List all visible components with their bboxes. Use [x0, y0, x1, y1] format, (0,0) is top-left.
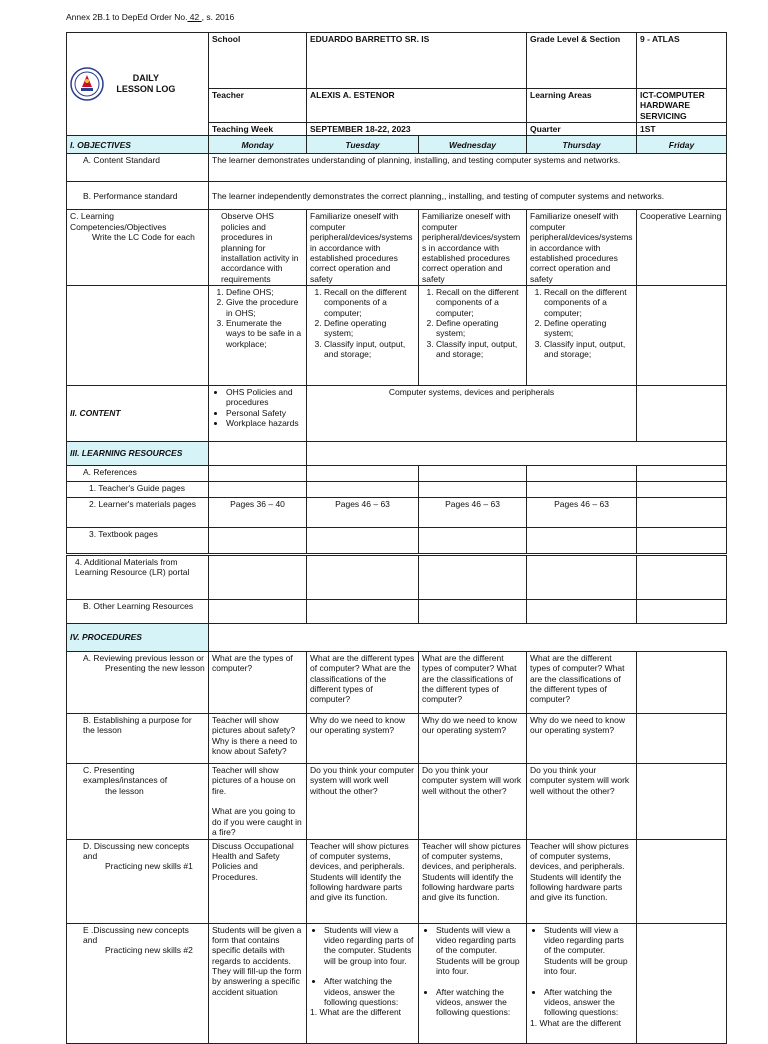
proc-b-wednesday: Why do we need to know our operating system? — [419, 714, 527, 764]
proc-d-tuesday: Teacher will show pictures of computer systems, devices, and peripherals. Students will identify the following hardware parts and give its function. — [307, 839, 419, 923]
area-label: Learning Areas — [527, 89, 637, 123]
objective-item: 2. Give the procedure in OHS; — [226, 297, 303, 318]
annex-number: 42 — [187, 12, 202, 22]
content-friday — [637, 385, 727, 441]
day-friday: Friday — [637, 136, 727, 154]
objective-item: 1. Recall on the different components of a computer; — [324, 287, 415, 318]
objective-item: 3. Classify input, output, and storage; — [544, 339, 633, 360]
lesson-log-table-1 — [66, 32, 727, 554]
objective-item: 3. Classify input, output, and storage; — [436, 339, 523, 360]
week-value: SEPTEMBER 18-22, 2023 — [307, 123, 527, 136]
am-thu — [527, 556, 637, 600]
annex-suffix: , s. 2016 — [201, 12, 235, 22]
content-monday — [209, 385, 307, 441]
objective-item: 2. Define operating system; — [436, 318, 523, 339]
textbook-label: 3. Textbook pages — [67, 527, 209, 553]
proc-c-thursday: Do you think your computer system will work well without the other? — [527, 764, 637, 840]
competency-friday: Cooperative Learning — [637, 210, 727, 286]
references-label: A. References — [67, 465, 209, 481]
proc-a-wednesday: What are the different types of computer? What are the classifications of the different types of computer? — [419, 652, 527, 714]
objectives-heading: I. OBJECTIVES — [67, 136, 209, 154]
deped-seal-icon — [70, 67, 104, 101]
learners-materials-label: 2. Learner's materials pages — [67, 497, 209, 527]
resources-heading: III. LEARNING RESOURCES — [67, 441, 209, 465]
tb-fri — [637, 527, 727, 553]
tg-mon — [209, 481, 307, 497]
tg-tue — [307, 481, 419, 497]
grade-value: 9 - ATLAS — [637, 33, 727, 89]
proc-d-friday — [637, 839, 727, 923]
tg-wed — [419, 481, 527, 497]
content-item: • Workplace hazards — [226, 418, 303, 428]
proc-a-tuesday: What are the different types of computer? What are the classifications of the different types of computer? — [307, 652, 419, 714]
proc-b-thursday: Why do we need to know our operating system? — [527, 714, 637, 764]
proc-d-monday: Discuss Occupational Health and Safety Policies and Procedures. — [209, 839, 307, 923]
school-label: School — [209, 33, 307, 89]
performance-standard-label: B. Performance standard — [67, 182, 209, 210]
week-label: Teaching Week — [209, 123, 307, 136]
objectives-friday — [637, 285, 727, 385]
proc-d-thursday: Teacher will show pictures of computer systems, devices, and peripherals. Students will identify the following hardware parts and give its function. — [527, 839, 637, 923]
day-thursday: Thursday — [527, 136, 637, 154]
ref-wed — [419, 465, 527, 481]
objective-item: 2. Define operating system; — [544, 318, 633, 339]
or-fri — [637, 600, 727, 624]
or-mon — [209, 600, 307, 624]
tb-tue — [307, 527, 419, 553]
ref-tue — [307, 465, 419, 481]
tb-wed — [419, 527, 527, 553]
proc-e-friday — [637, 923, 727, 1043]
ref-thu — [527, 465, 637, 481]
objective-item: 1. Recall on the different components of a computer; — [544, 287, 633, 318]
tb-thu — [527, 527, 637, 553]
additional-materials-label: 4. Additional Materials from Learning Resource (LR) portal — [67, 556, 209, 600]
resources-rest — [307, 441, 727, 465]
performance-standard-text: The learner independently demonstrates the correct planning,, installing, and testing of computer systems and networks. — [209, 182, 727, 210]
ref-mon — [209, 465, 307, 481]
teachers-guide-label: 1. Teacher's Guide pages — [67, 481, 209, 497]
objectives-list-label — [67, 285, 209, 385]
proc-c-wednesday: Do you think your computer system will work well without the other? — [419, 764, 527, 840]
or-wed — [419, 600, 527, 624]
proc-d-label: D. Discussing new concepts and Practicing new skills #1 — [67, 839, 209, 923]
proc-a-monday: What are the types of computer? — [209, 652, 307, 714]
school-value: EDUARDO BARRETTO SR. IS — [307, 33, 527, 89]
procedures-heading: IV. PROCEDURES — [67, 624, 209, 652]
proc-a-label: A. Reviewing previous lesson or Presenting the new lesson — [67, 652, 209, 714]
proc-e-tuesday: • Students will view a video regarding parts of the computer. Students will be group into four. • After watching the videos, answer the following questions: 1. What are the different — [307, 923, 419, 1043]
daily-lesson-log-title: DAILY LESSON LOG — [116, 73, 176, 95]
proc-c-tuesday: Do you think your computer system will work well without the other? — [307, 764, 419, 840]
quarter-value: 1ST — [637, 123, 727, 136]
grade-label: Grade Level & Section — [527, 33, 637, 89]
competency-tuesday: Familiarize oneself with computer peripheral/devices/systems in accordance with established procedures correct operation and safety — [307, 210, 419, 286]
teacher-value: ALEXIS A. ESTENOR — [307, 89, 527, 123]
proc-b-friday — [637, 714, 727, 764]
tb-mon — [209, 527, 307, 553]
objective-item: 1. Recall on the different components of a computer; — [436, 287, 523, 318]
lm-thursday: Pages 46 – 63 — [527, 497, 637, 527]
objective-item: 1. Define OHS; — [226, 287, 303, 297]
proc-b-tuesday: Why do we need to know our operating system? — [307, 714, 419, 764]
competency-monday: Observe OHS policies and procedures in planning for installation activity in accordance with requirements — [209, 210, 307, 286]
objectives-tuesday — [307, 285, 419, 385]
proc-e-label: E .Discussing new concepts and Practicing new skills #2 — [67, 923, 209, 1043]
proc-d-wednesday: Teacher will show pictures of computer systems, devices, and peripherals. Students will identify the following hardware parts and give its function. — [419, 839, 527, 923]
objectives-monday — [209, 285, 307, 385]
am-fri — [637, 556, 727, 600]
content-item: • OHS Policies and procedures — [226, 387, 303, 408]
content-rest: Computer systems, devices and peripherals — [307, 385, 637, 441]
competencies-label: C. Learning Competencies/Objectives Write the LC Code for each — [67, 210, 209, 286]
day-monday: Monday — [209, 136, 307, 154]
header-logo-cell — [67, 33, 209, 136]
or-tue — [307, 600, 419, 624]
or-thu — [527, 600, 637, 624]
resources-mon — [209, 441, 307, 465]
lm-wednesday: Pages 46 – 63 — [419, 497, 527, 527]
tg-thu — [527, 481, 637, 497]
proc-e-thursday: • Students will view a video regarding parts of the computer. Students will be group into four. • After watching the videos, answer the following questions: 1. What are the different — [527, 923, 637, 1043]
tg-fri — [637, 481, 727, 497]
area-value: ICT-COMPUTER HARDWARE SERVICING — [637, 89, 727, 123]
objective-item: 2. Define operating system; — [324, 318, 415, 339]
lm-monday: Pages 36 – 40 — [209, 497, 307, 527]
competency-thursday: Familiarize oneself with computer peripheral/devices/systems in accordance with established procedures correct operation and safety — [527, 210, 637, 286]
competency-wednesday: Familiarize oneself with computer peripheral/devices/systems in accordance with established procedures correct operation and safety — [419, 210, 527, 286]
day-wednesday: Wednesday — [419, 136, 527, 154]
proc-c-friday — [637, 764, 727, 840]
quarter-label: Quarter — [527, 123, 637, 136]
objectives-thursday — [527, 285, 637, 385]
objective-item: 3. Classify input, output, and storage; — [324, 339, 415, 360]
lesson-log-table-2 — [66, 555, 727, 1044]
annex-prefix: Annex 2B.1 to DepEd Order No. — [66, 12, 188, 22]
proc-e-monday: Students will be given a form that contains specific details with regards to accidents. They will fill-up the form by answering a specific accident situation — [209, 923, 307, 1043]
content-heading: II. CONTENT — [67, 385, 209, 441]
content-standard-label: A. Content Standard — [67, 154, 209, 182]
day-tuesday: Tuesday — [307, 136, 419, 154]
content-standard-text: The learner demonstrates understanding of planning, installing, and testing computer systems and networks. — [209, 154, 727, 182]
procedures-rest — [209, 624, 727, 652]
objective-item: 3. Enumerate the ways to be safe in a workplace; — [226, 318, 303, 349]
proc-b-monday: Teacher will show pictures about safety? Why is there a need to know about Safety? — [209, 714, 307, 764]
am-wed — [419, 556, 527, 600]
proc-b-label: B. Establishing a purpose for the lesson — [67, 714, 209, 764]
proc-e-wednesday: • Students will view a video regarding parts of the computer. Students will be group into four. • After watching the videos, answer the following questions: — [419, 923, 527, 1043]
ref-fri — [637, 465, 727, 481]
other-resources-label: B. Other Learning Resources — [67, 600, 209, 624]
proc-c-monday: Teacher will show pictures of a house on fire. What are you going to do if you were caught in a fire? — [209, 764, 307, 840]
lm-tuesday: Pages 46 – 63 — [307, 497, 419, 527]
lm-fri — [637, 497, 727, 527]
teacher-label: Teacher — [209, 89, 307, 123]
content-item: • Personal Safety — [226, 408, 303, 418]
proc-a-thursday: What are the different types of computer? What are the classifications of the different types of computer? — [527, 652, 637, 714]
proc-c-label: C. Presenting examples/instances of the lesson — [67, 764, 209, 840]
proc-a-friday — [637, 652, 727, 714]
objectives-wednesday — [419, 285, 527, 385]
annex-note — [66, 12, 234, 22]
am-tue — [307, 556, 419, 600]
am-mon — [209, 556, 307, 600]
